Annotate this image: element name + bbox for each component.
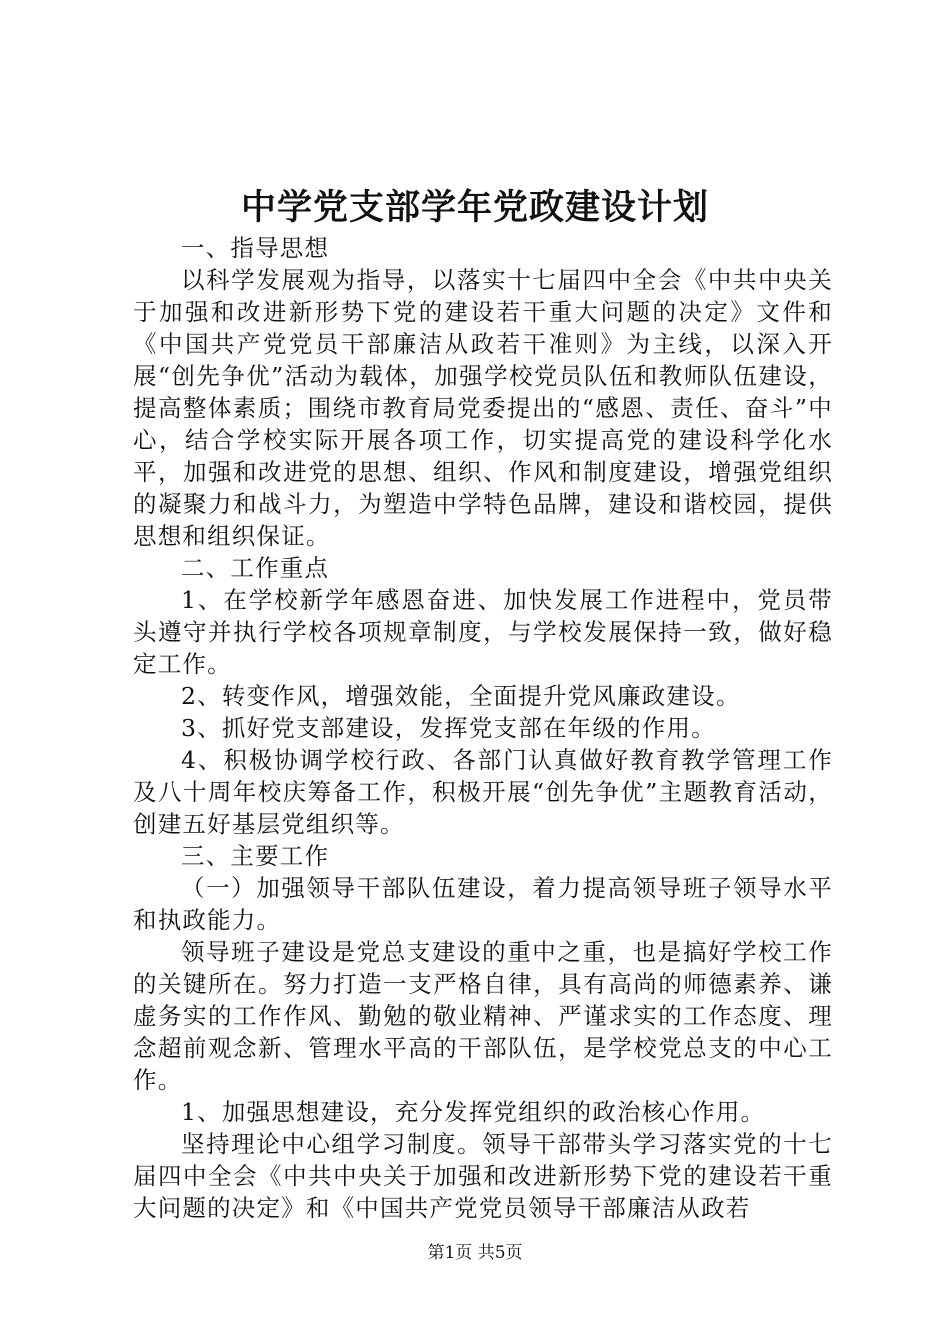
list-item: 3、抓好党支部建设，发挥党支部在年级的作用。: [181, 714, 716, 742]
list-item: 1、加强思想建设，充分发挥党组织的政治核心作用。: [181, 1098, 766, 1126]
subsection-heading: （一）加强领导干部队伍建设，着力提高领导班子领导水平和执政能力。: [133, 874, 833, 934]
paragraph: 领导班子建设是党总支建设的重中之重，也是搞好学校工作的关键所在。努力打造一支严格自律，具有高尚的师德素养、谦虚务实的工作作风、勤勉的敬业精神、严谨求实的工作态度、理念超前观念新、管理水平高的干部队伍，是学校党总支的中心工作。: [133, 938, 833, 1094]
list-item: 4、积极协调学校行政、各部门认真做好教育教学管理工作及八十周年校庆筹备工作，积极开展“创先争优”主题教育活动，创建五好基层党组织等。: [133, 746, 833, 838]
page-footer: 第1页 共5页: [427, 1243, 523, 1263]
section-heading-guiding-ideology: 一、指导思想: [181, 234, 330, 262]
section-heading-main-work: 三、主要工作: [181, 842, 330, 870]
document-body: [133, 232, 833, 1224]
document-title: 中学党支部学年党政建设计划: [240, 187, 709, 228]
list-item: 2、转变作风，增强效能，全面提升党风廉政建设。: [181, 682, 741, 710]
section-heading-work-focus: 二、工作重点: [181, 554, 330, 582]
paragraph: 以科学发展观为指导，以落实十七届四中全会《中共中央关于加强和改进新形势下党的建设若干重大问题的决定》文件和《中国共产党党员干部廉洁从政若干准则》为主线，以深入开展“创先争优”活动为载体，加强学校党员队伍和教师队伍建设，提高整体素质；围绕市教育局党委提出的“感恩、责任、奋斗”中心，结合学校实际开展各项工作，切实提高党的建设科学化水平，加强和改进党的思想、组织、作风和制度建设，增强党组织的凝聚力和战斗力，为塑造中学特色品牌，建设和谐校园，提供思想和组织保证。: [133, 266, 833, 550]
paragraph: 坚持理论中心组学习制度。领导干部带头学习落实党的十七届四中全会《中共中央关于加强和改进新形势下党的建设若干重大问题的决定》和《中国共产党党员领导干部廉洁从政若: [133, 1130, 833, 1222]
list-item: 1、在学校新学年感恩奋进、加快发展工作进程中，党员带头遵守并执行学校各项规章制度，与学校发展保持一致，做好稳定工作。: [133, 586, 833, 678]
